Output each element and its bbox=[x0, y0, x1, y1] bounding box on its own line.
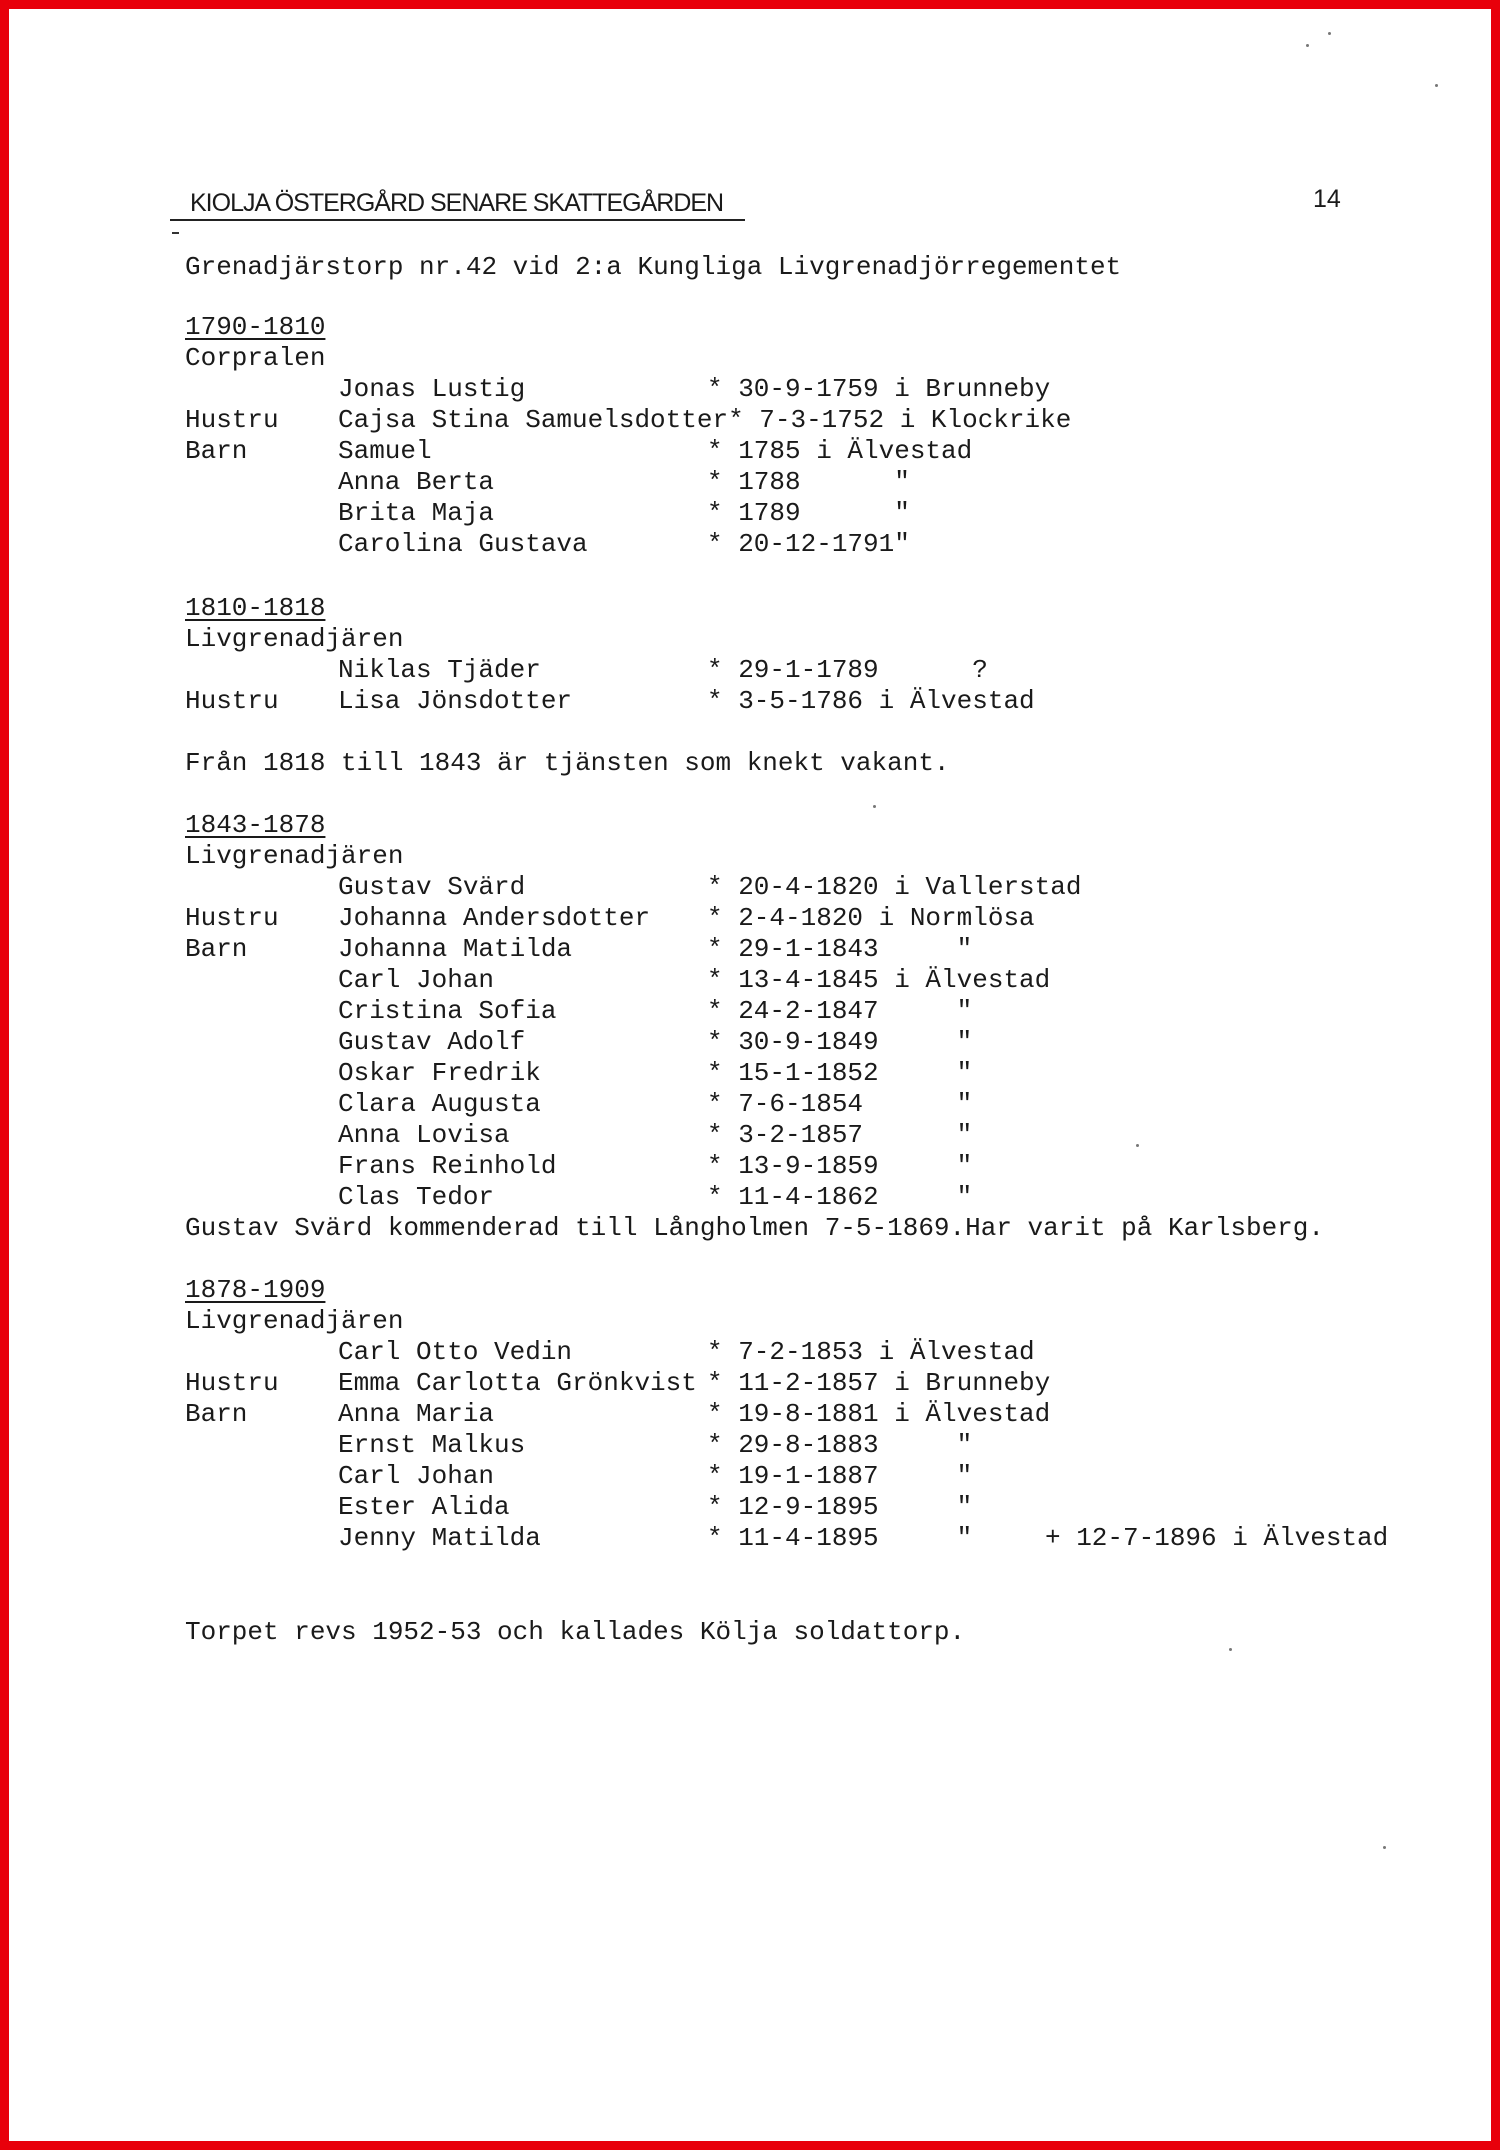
line-birth: * 13-4-1845 i Älvestad bbox=[707, 965, 1051, 995]
record-line bbox=[0, 903, 1500, 934]
line-name: Anna Maria bbox=[338, 1399, 495, 1429]
record-line bbox=[0, 1058, 1500, 1089]
line-name: Gustav Adolf bbox=[338, 1027, 526, 1057]
record-line bbox=[0, 1430, 1500, 1461]
line-birth: * 1788 " bbox=[707, 467, 910, 497]
line-name: Ernst Malkus bbox=[338, 1430, 526, 1460]
line-birth: * 3-2-1857 " bbox=[707, 1120, 973, 1150]
line-birth: * 20-4-1820 i Vallerstad bbox=[707, 872, 1082, 902]
record-line bbox=[0, 686, 1500, 717]
record-line bbox=[0, 1275, 1500, 1306]
line-role: Torpet revs 1952-53 och kallades Kölja soldattorp. bbox=[185, 1617, 966, 1647]
record-line bbox=[0, 1617, 1500, 1648]
line-role: Från 1818 till 1843 är tjänsten som knekt vakant. bbox=[185, 748, 950, 778]
record-line bbox=[0, 405, 1500, 436]
record-line bbox=[0, 810, 1500, 841]
line-role: Hustru bbox=[185, 686, 279, 716]
record-line bbox=[0, 1089, 1500, 1120]
period-heading: 1878-1909 bbox=[185, 1275, 326, 1305]
line-birth: * 30-9-1759 i Brunneby bbox=[707, 374, 1051, 404]
line-birth: * 30-9-1849 " bbox=[707, 1027, 973, 1057]
scan-speck bbox=[1136, 1144, 1139, 1147]
line-name: Clara Augusta bbox=[338, 1089, 541, 1119]
scan-speck bbox=[1306, 44, 1309, 47]
line-birth: * 12-9-1895 " bbox=[707, 1492, 973, 1522]
record-line bbox=[0, 748, 1500, 779]
line-birth: * 24-2-1847 " bbox=[707, 996, 973, 1026]
line-name: Carl Johan bbox=[338, 1461, 495, 1491]
record-line bbox=[0, 1151, 1500, 1182]
line-name: Carolina Gustava bbox=[338, 529, 588, 559]
line-role: Livgrenadjären bbox=[185, 1306, 404, 1336]
line-birth: * 20-12-1791" bbox=[707, 529, 910, 559]
line-role: Barn bbox=[185, 1399, 248, 1429]
line-birth: * 3-5-1786 i Älvestad bbox=[707, 686, 1035, 716]
line-role: Corpralen bbox=[185, 343, 326, 373]
line-birth: * 29-1-1843 " bbox=[707, 934, 973, 964]
line-birth: * 2-4-1820 i Normlösa bbox=[707, 903, 1035, 933]
line-role: Livgrenadjären bbox=[185, 841, 404, 871]
record-line bbox=[0, 965, 1500, 996]
line-birth: * 7-6-1854 " bbox=[707, 1089, 973, 1119]
line-birth: * 1785 i Älvestad bbox=[707, 436, 973, 466]
line-death: + 12-7-1896 i Älvestad bbox=[1045, 1523, 1389, 1553]
line-name: Jenny Matilda bbox=[338, 1523, 541, 1553]
line-name: Niklas Tjäder bbox=[338, 655, 541, 685]
page-number: 14 bbox=[1313, 185, 1341, 213]
line-birth: * 7-2-1853 i Älvestad bbox=[707, 1337, 1035, 1367]
period-heading: 1790-1810 bbox=[185, 312, 326, 342]
record-line bbox=[0, 624, 1500, 655]
line-role: Barn bbox=[185, 934, 248, 964]
line-birth: * 29-8-1883 " bbox=[707, 1430, 973, 1460]
line-birth: * 11-4-1895 " bbox=[707, 1523, 973, 1553]
line-name: Frans Reinhold bbox=[338, 1151, 557, 1181]
period-heading: 1810-1818 bbox=[185, 593, 326, 623]
record-line bbox=[0, 1399, 1500, 1430]
line-name: Jonas Lustig bbox=[338, 374, 526, 404]
line-role: Hustru bbox=[185, 903, 279, 933]
line-name: Cristina Sofia bbox=[338, 996, 557, 1026]
line-name: Cajsa Stina Samuelsdotter* 7-3-1752 i Klockrike bbox=[338, 405, 1072, 435]
line-role: Gustav Svärd kommenderad till Långholmen 7-5-1869.Har varit på Karlsberg. bbox=[185, 1213, 1324, 1243]
scan-speck bbox=[1383, 1846, 1386, 1849]
record-line bbox=[0, 996, 1500, 1027]
scan-speck bbox=[1229, 1648, 1232, 1651]
record-line bbox=[0, 1337, 1500, 1368]
line-name: Ester Alida bbox=[338, 1492, 510, 1522]
line-birth: * 11-2-1857 i Brunneby bbox=[707, 1368, 1051, 1398]
line-birth: * 13-9-1859 " bbox=[707, 1151, 973, 1181]
record-line bbox=[0, 498, 1500, 529]
line-name: Carl Otto Vedin bbox=[338, 1337, 573, 1367]
line-name: Carl Johan bbox=[338, 965, 495, 995]
line-birth: * 1789 " bbox=[707, 498, 910, 528]
record-line bbox=[0, 1306, 1500, 1337]
record-line bbox=[0, 872, 1500, 903]
record-line bbox=[0, 312, 1500, 343]
record-line bbox=[0, 1368, 1500, 1399]
line-name: Anna Lovisa bbox=[338, 1120, 510, 1150]
record-line bbox=[0, 593, 1500, 624]
line-birth: * 15-1-1852 " bbox=[707, 1058, 973, 1088]
header-mark bbox=[172, 232, 179, 234]
line-name: Johanna Andersdotter bbox=[338, 903, 651, 933]
record-line bbox=[0, 1213, 1500, 1244]
line-name: Johanna Matilda bbox=[338, 934, 573, 964]
record-line bbox=[0, 374, 1500, 405]
record-line bbox=[0, 1523, 1500, 1554]
line-birth: * 19-8-1881 i Älvestad bbox=[707, 1399, 1051, 1429]
line-name: Emma Carlotta Grönkvist bbox=[338, 1368, 697, 1398]
scan-speck bbox=[873, 805, 876, 808]
line-name: Clas Tedor bbox=[338, 1182, 495, 1212]
record-line bbox=[0, 1120, 1500, 1151]
line-name: Brita Maja bbox=[338, 498, 495, 528]
header-title: KIOLJA ÖSTERGÅRD SENARE SKATTEGÅRDEN bbox=[190, 189, 724, 217]
record-line bbox=[0, 841, 1500, 872]
record-line bbox=[0, 436, 1500, 467]
line-name: Samuel bbox=[338, 436, 432, 466]
line-name: Oskar Fredrik bbox=[338, 1058, 541, 1088]
record-line bbox=[0, 1182, 1500, 1213]
record-line bbox=[0, 529, 1500, 560]
line-name: Gustav Svärd bbox=[338, 872, 526, 902]
record-line bbox=[0, 343, 1500, 374]
line-birth: * 11-4-1862 " bbox=[707, 1182, 973, 1212]
line-role: Livgrenadjären bbox=[185, 624, 404, 654]
record-line bbox=[0, 1461, 1500, 1492]
document-subtitle: Grenadjärstorp nr.42 vid 2:a Kungliga Livgrenadjörregementet bbox=[185, 252, 1122, 282]
record-line bbox=[0, 934, 1500, 965]
line-birth: * 19-1-1887 " bbox=[707, 1461, 973, 1491]
period-heading: 1843-1878 bbox=[185, 810, 326, 840]
record-line bbox=[0, 467, 1500, 498]
line-role: Hustru bbox=[185, 1368, 279, 1398]
record-line bbox=[0, 655, 1500, 686]
scan-speck bbox=[1435, 84, 1438, 87]
header-underline bbox=[170, 219, 745, 221]
record-line bbox=[0, 1027, 1500, 1058]
record-line bbox=[0, 1492, 1500, 1523]
line-name: Anna Berta bbox=[338, 467, 495, 497]
line-role: Hustru bbox=[185, 405, 279, 435]
line-birth: * 29-1-1789 ? bbox=[707, 655, 988, 685]
line-name: Lisa Jönsdotter bbox=[338, 686, 573, 716]
scan-speck bbox=[1328, 32, 1331, 35]
line-role: Barn bbox=[185, 436, 248, 466]
